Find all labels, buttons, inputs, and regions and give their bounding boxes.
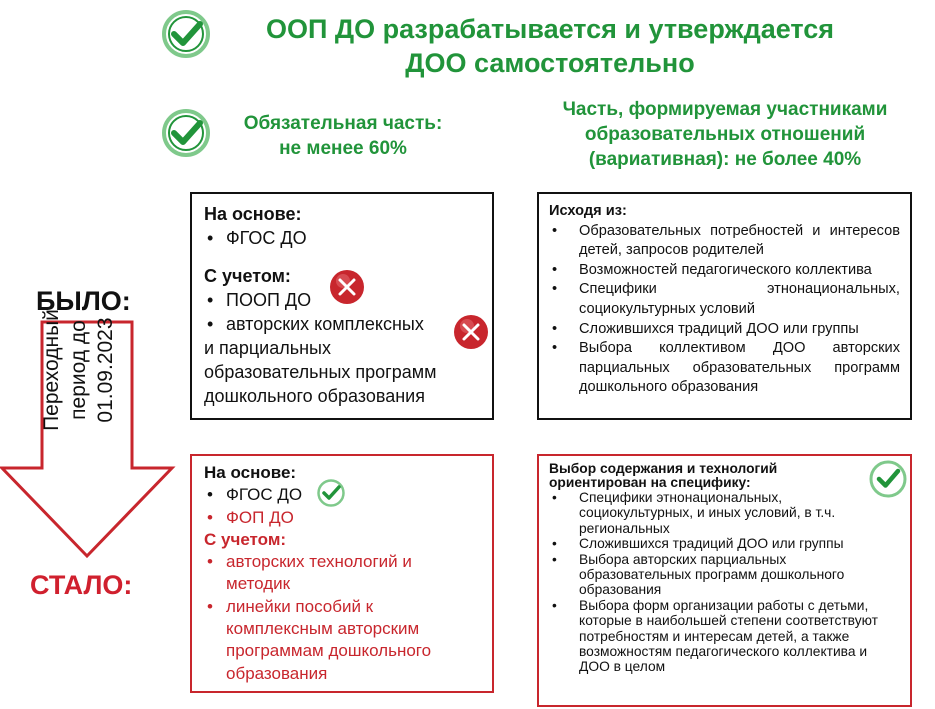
before-variable-box (537, 192, 912, 420)
transition-period-label: Переходный период до 01.09.2023 (40, 309, 117, 431)
list-item: • Образовательных потребностей и интересов детей, запросов родителей (549, 222, 900, 261)
consider-title: С учетом: (204, 266, 291, 286)
mandatory-part-heading: Обязательная часть: не менее 60% (243, 113, 443, 159)
check-circle-icon (316, 478, 346, 508)
list-item: • Выбора авторских парциальных образовательных программ дошкольного образования (549, 552, 900, 598)
after-variable-box (537, 454, 912, 707)
list-item: • Выбора форм организации работы с детьми, которые в наибольшей степени соответствуют потребностям и интересам детей, а также возможностям педагогического коллектива и ДОО в целом (549, 598, 900, 675)
list-item-continuation: и парциальных (204, 338, 331, 358)
consider-title: С учетом: (204, 529, 287, 549)
box-title: Выбор содержания и технологий (549, 461, 778, 476)
red-cross-icon (328, 268, 366, 306)
check-circle-icon (160, 8, 212, 60)
list-item: • авторских комплексных (204, 312, 480, 336)
list-item-continuation: образовательных программ (204, 362, 437, 382)
list-item: • Возможностей педагогического коллектива (549, 261, 900, 281)
basis-title: На основе: (204, 463, 297, 482)
list-item: • Специфики этнонациональных, социокультурных, и иных условий, в т.ч. региональных (549, 490, 900, 536)
after-label: СТАЛО: (30, 570, 133, 600)
basis-title: На основе: (204, 204, 302, 224)
list-item: • Сложившихся традиций ДОО или группы (549, 320, 900, 340)
list-item: • ПООП ДО (204, 288, 480, 312)
list-item: • ФОП ДО (204, 507, 480, 529)
page-title: ООП ДО разрабатывается и утверждается ДОО самостоятельно (265, 14, 835, 78)
box-title: ориентирован на специфику: (549, 475, 751, 490)
list-item: • линейки пособий к комплексным авторским программам дошкольного образования (204, 596, 480, 685)
check-circle-icon (868, 459, 908, 499)
box-title: Исходя из: (549, 203, 627, 219)
list-item: • Специфики этнонациональных, социокультурных условий (549, 280, 900, 319)
check-circle-icon (160, 107, 212, 159)
variable-part-heading: Часть, формируемая участниками образовательных отношений (вариативная): не более 40% (562, 99, 888, 170)
list-item-continuation: дошкольного образования (204, 386, 425, 406)
before-mandatory-box (190, 192, 494, 420)
list-item: • Выбора коллективом ДОО авторских парциальных образовательных программ дошкольного образования (549, 339, 900, 398)
list-item: • ФГОС ДО (204, 484, 480, 506)
list-item: • авторских технологий и методик (204, 551, 480, 596)
red-cross-icon (452, 313, 490, 351)
list-item: • Сложившихся традиций ДОО или группы (549, 536, 900, 551)
before-label: БЫЛО: (36, 286, 131, 316)
list-item: • ФГОС ДО (204, 226, 480, 250)
